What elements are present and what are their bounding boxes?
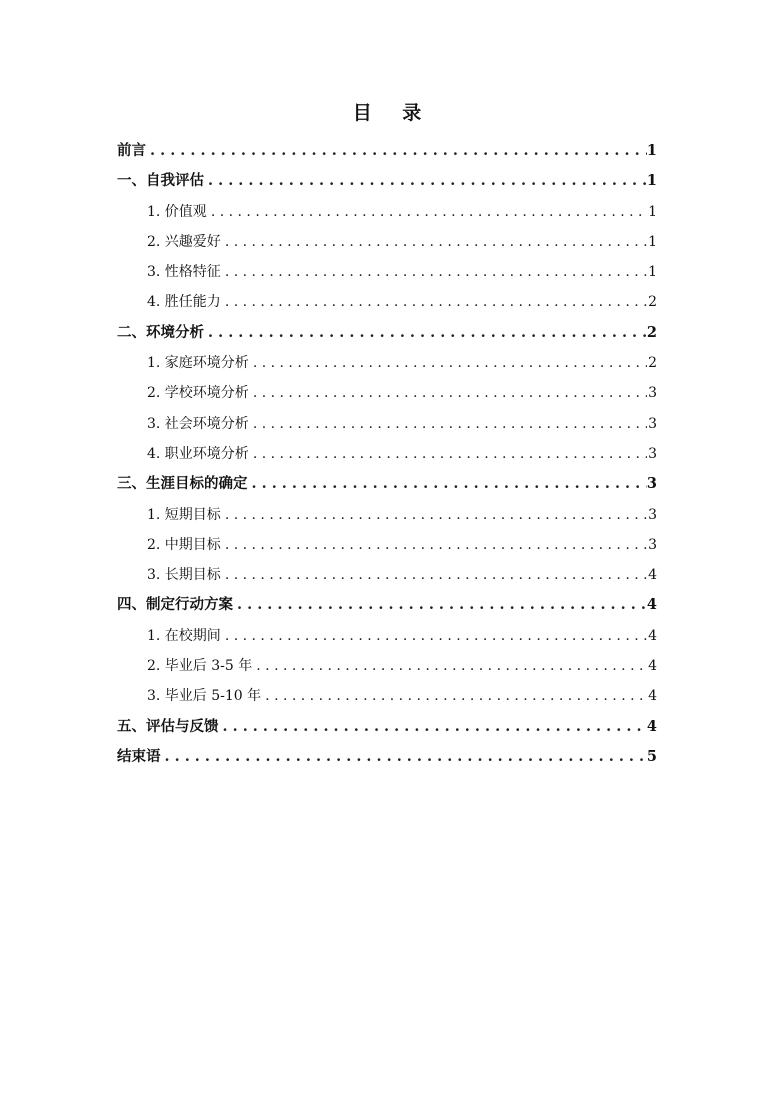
toc-entry-title: 2. 兴趣爱好: [147, 233, 221, 250]
toc-dot-leader: [223, 500, 647, 530]
toc-page-number: 3: [648, 445, 657, 462]
toc-page-number: 3: [648, 506, 657, 523]
toc-entry-title: 前言: [117, 142, 146, 159]
toc-section-entry[interactable]: [117, 590, 657, 620]
toc-subsection-entry[interactable]: [117, 530, 657, 560]
toc-page-number: 2: [648, 294, 657, 311]
toc-subsection-entry[interactable]: [117, 409, 657, 439]
toc-page-number: 3: [646, 475, 657, 493]
toc-entry-title: 1. 在校期间: [147, 627, 221, 644]
toc-subsection-entry[interactable]: [117, 348, 657, 378]
toc-dot-leader: [206, 166, 647, 196]
toc-dot-leader: [223, 287, 647, 317]
toc-section-entry[interactable]: [117, 742, 657, 772]
toc-entry-title: 3. 长期目标: [147, 567, 221, 584]
toc-page-number: 1: [646, 142, 657, 159]
toc-section-entry[interactable]: [117, 318, 657, 348]
toc-subsection-entry[interactable]: [117, 257, 657, 287]
toc-dot-leader: [251, 409, 647, 439]
toc-page-number: 4: [648, 627, 657, 644]
toc-dot-leader: [148, 136, 647, 166]
toc-subsection-entry[interactable]: [117, 287, 657, 317]
toc-page-number: 4: [648, 688, 657, 705]
toc-entry-title: 2. 学校环境分析: [147, 385, 249, 402]
toc-page-number: 2: [646, 323, 657, 341]
toc-page-number: 4: [646, 596, 657, 614]
toc-page-number: 4: [648, 567, 657, 584]
toc-dot-leader: [250, 469, 647, 499]
toc-list: [117, 136, 657, 772]
toc-dot-leader: [223, 257, 647, 287]
toc-entry-title: 五、评估与反馈: [117, 717, 219, 735]
toc-section-entry[interactable]: [117, 136, 657, 166]
toc-subsection-entry[interactable]: [117, 227, 657, 257]
toc-subsection-entry[interactable]: [117, 439, 657, 469]
toc-dot-leader: [221, 712, 647, 742]
toc-page-number: 4: [648, 658, 657, 675]
toc-subsection-entry[interactable]: [117, 197, 657, 227]
toc-page-number: 1: [648, 203, 657, 220]
toc-dot-leader: [223, 621, 647, 651]
toc-page-number: 1: [646, 172, 657, 190]
toc-subsection-entry[interactable]: [117, 378, 657, 408]
toc-dot-leader: [263, 681, 647, 711]
toc-subsection-entry[interactable]: [117, 621, 657, 651]
toc-page-number: 3: [648, 536, 657, 553]
toc-entry-title: 1. 短期目标: [147, 506, 221, 523]
toc-dot-leader: [209, 197, 647, 227]
toc-subsection-entry[interactable]: [117, 560, 657, 590]
toc-entry-title: 3. 性格特征: [147, 264, 221, 281]
toc-subsection-entry[interactable]: [117, 500, 657, 530]
toc-subsection-entry[interactable]: [117, 681, 657, 711]
toc-dot-leader: [251, 378, 647, 408]
toc-entry-title: 三、生涯目标的确定: [117, 475, 248, 493]
toc-page-number: 3: [648, 415, 657, 432]
toc-section-entry[interactable]: [117, 166, 657, 196]
toc-dot-leader: [254, 651, 647, 681]
toc-entry-title: 4. 胜任能力: [147, 294, 221, 311]
toc-section-entry[interactable]: [117, 469, 657, 499]
toc-subsection-entry[interactable]: [117, 651, 657, 681]
toc-page-number: 2: [648, 355, 657, 372]
toc-entry-title: 二、环境分析: [117, 323, 204, 341]
toc-dot-leader: [223, 530, 647, 560]
toc-entry-title: 一、自我评估: [117, 172, 204, 190]
toc-dot-leader: [251, 439, 647, 469]
toc-entry-title: 3. 社会环境分析: [147, 415, 249, 432]
toc-dot-leader: [163, 742, 647, 772]
toc-page-number: 4: [646, 717, 657, 735]
toc-entry-title: 1. 价值观: [147, 203, 207, 220]
toc-dot-leader: [235, 590, 647, 620]
toc-dot-leader: [223, 560, 647, 590]
toc-dot-leader: [223, 227, 647, 257]
toc-section-entry[interactable]: [117, 712, 657, 742]
toc-entry-title: 1. 家庭环境分析: [147, 355, 249, 372]
toc-page-number: 1: [648, 264, 657, 281]
toc-dot-leader: [206, 318, 647, 348]
toc-entry-title: 2. 毕业后 3-5 年: [147, 658, 253, 675]
toc-entry-title: 2. 中期目标: [147, 536, 221, 553]
toc-entry-title: 4. 职业环境分析: [147, 445, 249, 462]
toc-dot-leader: [251, 348, 647, 378]
toc-entry-title: 3. 毕业后 5-10 年: [147, 688, 262, 705]
toc-page-number: 5: [646, 747, 657, 765]
toc-entry-title: 结束语: [117, 747, 161, 765]
toc-page-number: 1: [648, 233, 657, 250]
toc-entry-title: 四、制定行动方案: [117, 596, 233, 614]
toc-title: 目 录: [352, 102, 434, 124]
toc-page-number: 3: [648, 385, 657, 402]
